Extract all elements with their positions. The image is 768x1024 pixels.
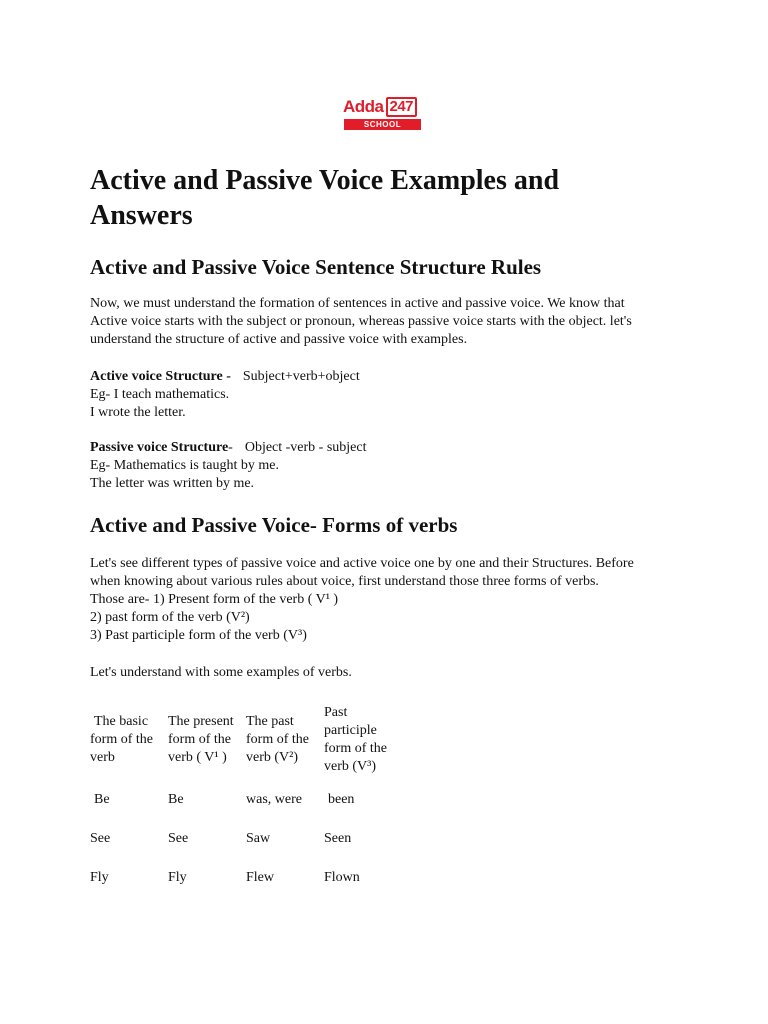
table-row <box>90 858 404 897</box>
table-header-cell <box>246 700 324 780</box>
paragraph-line: 3) Past participle form of the verb (V³) <box>90 628 307 643</box>
table-cell: See <box>90 830 111 846</box>
table-header-cell <box>168 700 246 780</box>
header-text: Past <box>324 705 348 720</box>
paragraph-line: understand the structure of active and passive voice with examples. <box>90 332 468 347</box>
example-line: Eg- I teach mathematics. <box>90 387 230 402</box>
table-header-row <box>90 700 404 780</box>
table-header-cell <box>90 700 168 780</box>
table-cell: been <box>328 791 355 807</box>
page-title: Active and Passive Voice Examples and Answers <box>90 165 560 231</box>
table-cell: Seen <box>324 830 352 846</box>
example-line: I wrote the letter. <box>90 405 186 420</box>
active-voice-structure-block <box>90 368 680 422</box>
paragraph-line: Now, we must understand the formation of sentences in active and passive voice. We know that <box>90 296 625 311</box>
table-row <box>90 780 404 819</box>
passive-structure-formula: Object -verb - subject <box>244 440 367 455</box>
paragraph-line: Those are- 1) Present form of the verb ( V¹ ) <box>90 592 339 607</box>
header-text: form of the <box>168 732 231 747</box>
header-text: verb (V²) <box>246 750 299 765</box>
verb-forms-table <box>90 700 404 897</box>
adda247-logo <box>343 96 423 134</box>
header-text: verb (V³) <box>324 759 377 774</box>
paragraph-line: Let's see different types of passive voice and active voice one by one and their Structures. Before <box>90 556 634 571</box>
header-text: The present <box>168 714 234 729</box>
table-header-cell <box>324 700 404 780</box>
intro-paragraph <box>90 295 680 349</box>
section-heading-structure-rules: Active and Passive Voice Sentence Structure Rules <box>90 255 542 279</box>
logo-school-banner: SCHOOL <box>344 119 421 130</box>
header-text: verb <box>90 750 115 765</box>
forms-paragraph <box>90 555 680 645</box>
header-text: form of the <box>90 732 153 747</box>
active-structure-formula: Subject+verb+object <box>242 369 360 384</box>
active-structure-label: Active voice Structure - <box>90 369 231 384</box>
passive-voice-structure-block <box>90 439 680 493</box>
logo-word: Adda <box>343 97 384 116</box>
header-text: The basic <box>94 714 149 729</box>
header-text: The past <box>246 714 294 729</box>
paragraph-line: Active voice starts with the subject or pronoun, whereas passive voice starts with the object. let's <box>90 314 632 329</box>
passive-structure-label: Passive voice Structure <box>90 440 229 455</box>
table-cell: Flew <box>246 869 274 885</box>
header-text: form of the <box>324 741 387 756</box>
paragraph-line: 2) past form of the verb (V²) <box>90 610 250 625</box>
table-cell: Fly <box>168 869 187 885</box>
logo-number: 247 <box>386 97 418 117</box>
table-cell: Fly <box>90 869 109 885</box>
paragraph-line: when knowing about various rules about voice, first understand those three forms of verbs. <box>90 574 599 589</box>
example-line: The letter was written by me. <box>90 476 255 491</box>
passive-structure-dash: - <box>228 440 233 455</box>
table-cell: See <box>168 830 189 846</box>
example-line: Eg- Mathematics is taught by me. <box>90 458 279 473</box>
examples-intro: Let's understand with some examples of verbs. <box>90 665 352 680</box>
section-heading-forms-of-verbs: Active and Passive Voice- Forms of verbs <box>90 513 458 537</box>
table-cell: Be <box>94 791 110 807</box>
header-text: verb ( V¹ ) <box>168 750 227 765</box>
header-text: participle <box>324 723 377 738</box>
table-cell: Saw <box>246 830 271 846</box>
table-cell: Flown <box>324 869 360 885</box>
header-text: form of the <box>246 732 309 747</box>
table-row <box>90 819 404 858</box>
table-cell: was, were <box>246 791 302 807</box>
table-cell: Be <box>168 791 184 807</box>
